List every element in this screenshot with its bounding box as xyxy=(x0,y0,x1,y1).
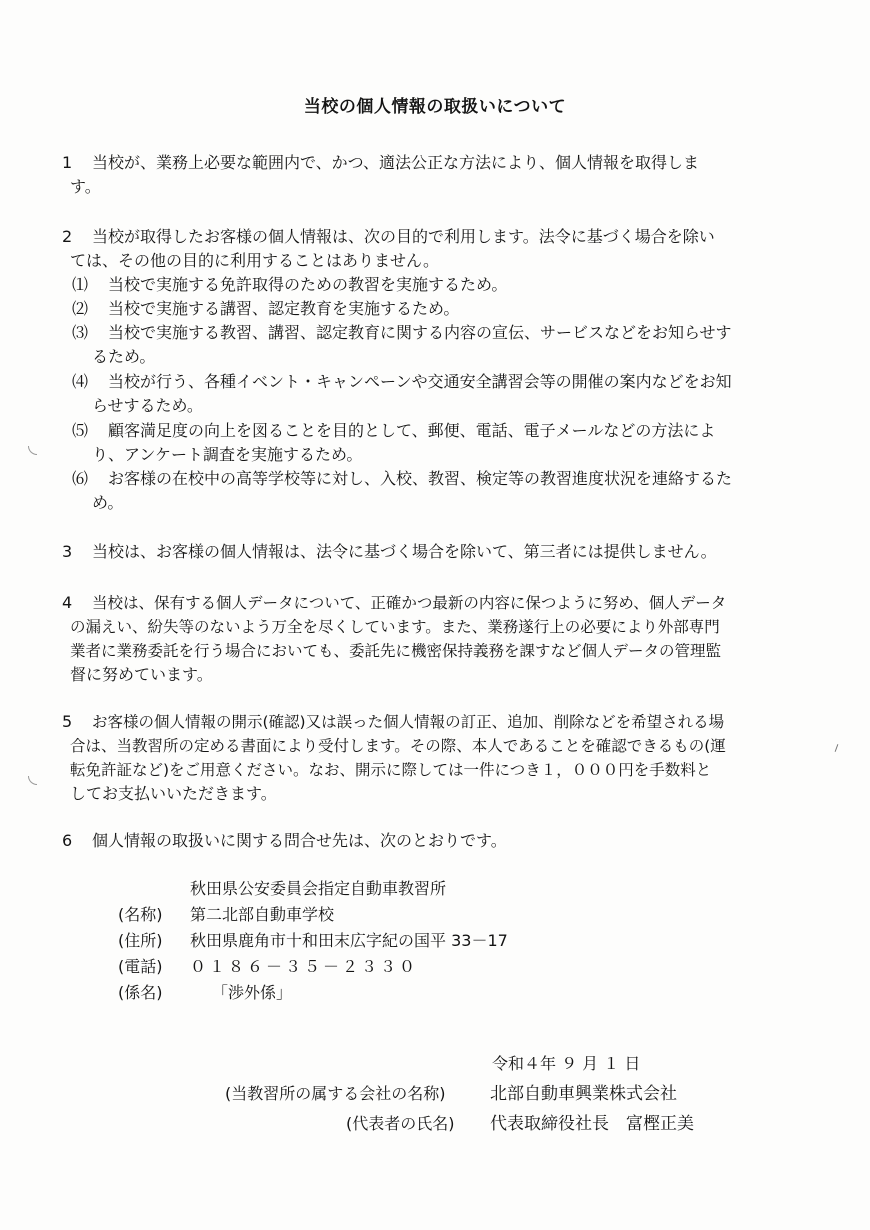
section-number: 4 xyxy=(62,593,73,612)
contact-label: (電話) xyxy=(118,957,163,976)
section-text: 当校は、保有する個人データについて、正確かつ最新の内容に保つように努め、個人データ xyxy=(92,594,727,612)
contact-designation: 秋田県公安委員会指定自動車教習所 xyxy=(190,879,447,898)
section-text: 当校は、お客様の個人情報は、法令に基づく場合を除いて、第三者には提供しません。 xyxy=(92,542,717,561)
contact-label: (名称) xyxy=(118,905,163,924)
page-title: 当校の個人情報の取扱いについて xyxy=(303,97,567,117)
item-marker: ⑵ xyxy=(72,299,89,318)
section-text: お客様の個人情報の開示(確認)又は誤った個人情報の訂正、追加、削除などを希望される場 xyxy=(92,713,725,731)
section-text: 督に努めています。 xyxy=(70,665,213,684)
representative-name: 代表取締役社長 富樫正美 xyxy=(490,1114,694,1134)
contact-value: 第二北部自動車学校 xyxy=(190,905,335,924)
item-text: るため。 xyxy=(92,347,156,366)
company-label: (当教習所の属する会社の名称) xyxy=(225,1084,446,1103)
contact-label: (住所) xyxy=(118,931,163,950)
issue-date: 令和４年 ９ 月 １ 日 xyxy=(492,1054,641,1073)
section-text: ては、その他の目的に利用することはありません。 xyxy=(70,251,439,270)
section-text: 業者に業務委託を行う場合においても、委託先に機密保持義務を課すなど個人データの管理監 xyxy=(70,642,722,660)
representative-label: (代表者の氏名) xyxy=(346,1114,455,1133)
item-marker: ⑷ xyxy=(72,372,89,391)
scan-mark xyxy=(835,744,839,752)
item-text: らせするため。 xyxy=(92,396,203,415)
contact-value: ０１８６－３５－２３３０ xyxy=(190,957,419,976)
section-text: 合は、当教習所の定める書面により受付します。その際、本人であることを確認できるもの(運 xyxy=(70,737,726,755)
item-text: め。 xyxy=(92,493,124,512)
company-name: 北部自動車興業株式会社 xyxy=(490,1084,677,1104)
scan-mark xyxy=(28,446,37,455)
section-number: 6 xyxy=(62,831,73,850)
section-number: 2 xyxy=(62,227,73,246)
item-text: り、アンケート調査を実施するため。 xyxy=(92,445,363,464)
section-text: してお支払いいただきます。 xyxy=(70,784,277,803)
item-marker: ⑶ xyxy=(72,323,89,342)
contact-label: (係名) xyxy=(118,983,163,1002)
item-marker: ⑴ xyxy=(72,275,89,294)
contact-value: 秋田県鹿角市十和田末広字紀の国平 33－17 xyxy=(190,931,508,950)
section-text: 転免許証など)をご用意ください。なお、開示に際しては一件につき１，０００円を手数料と xyxy=(70,761,712,779)
section-number: 3 xyxy=(62,542,73,561)
item-text: 顧客満足度の向上を図ることを目的として、郵便、電話、電子メールなどの方法によ xyxy=(108,421,716,440)
item-text: 当校で実施する教習、講習、認定教育に関する内容の宣伝、サービスなどをお知らせす xyxy=(108,323,732,342)
section-text: す。 xyxy=(70,177,101,196)
section-text: 個人情報の取扱いに関する問合せ先は、次のとおりです。 xyxy=(92,831,507,850)
scan-mark xyxy=(28,776,37,785)
item-text: 当校が行う、各種イベント・キャンペーンや交通安全講習会等の開催の案内などをお知 xyxy=(108,372,732,391)
item-marker: ⑸ xyxy=(72,421,89,440)
item-text: 当校で実施する講習、認定教育を実施するため。 xyxy=(108,299,460,318)
section-text: 当校が取得したお客様の個人情報は、次の目的で利用します。法令に基づく場合を除い xyxy=(92,227,715,246)
contact-value: 「渉外係」 xyxy=(212,983,293,1002)
item-text: お客様の在校中の高等学校等に対し、入校、教習、検定等の教習進度状況を連絡するた xyxy=(108,469,733,488)
section-text: の漏えい、紛失等のないよう万全を尽くしています。また、業務遂行上の必要により外部専門 xyxy=(70,618,720,636)
item-text: 当校で実施する免許取得のための教習を実施するため。 xyxy=(108,275,508,294)
section-number: 1 xyxy=(62,153,73,172)
section-text: 当校が、業務上必要な範囲内で、かつ、適法公正な方法により、個人情報を取得しま xyxy=(92,153,700,172)
section-number: 5 xyxy=(62,712,73,731)
item-marker: ⑹ xyxy=(72,469,89,488)
